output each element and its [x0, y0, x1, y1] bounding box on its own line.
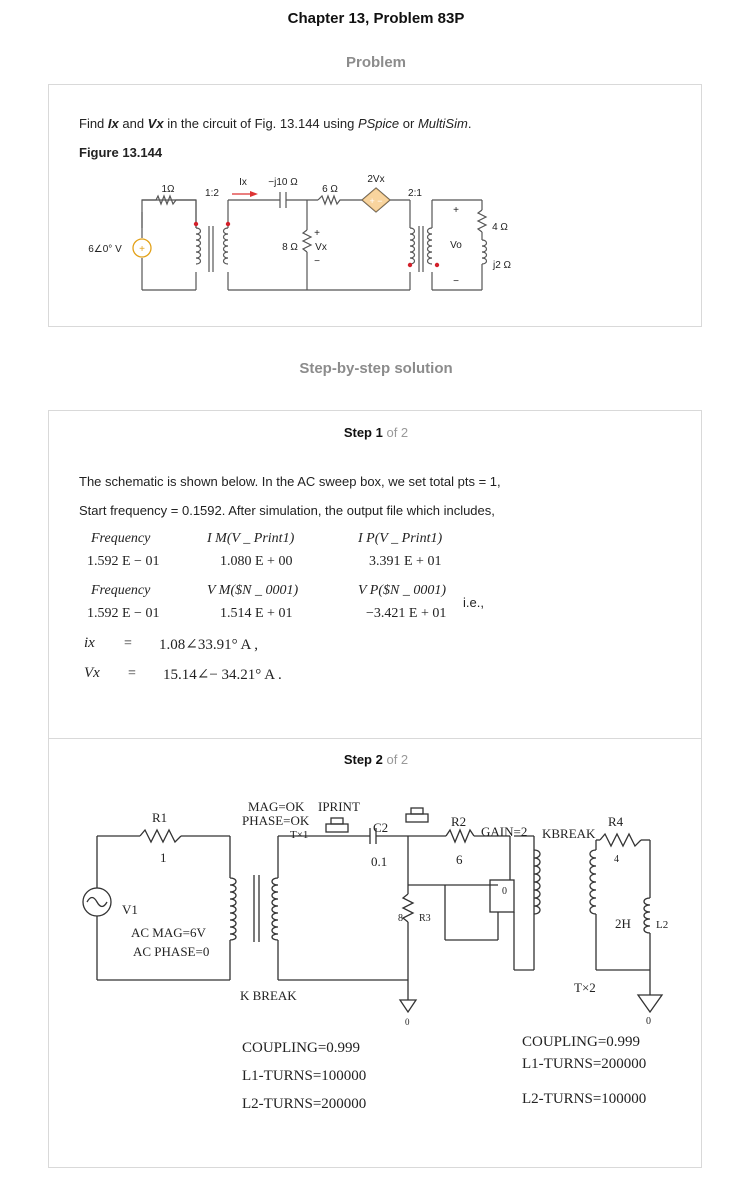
svg-text:L1-TURNS=100000: L1-TURNS=100000 — [242, 1068, 367, 1084]
fig-r1-label: 1Ω — [161, 184, 175, 195]
svg-text:−: − — [453, 276, 459, 287]
t2-h1: Frequency — [91, 583, 151, 598]
svg-text:2H: 2H — [615, 916, 631, 931]
step1-line1: The schematic is shown below. In the AC sweep box, we set total pts = 1, — [79, 474, 501, 489]
svg-text:+: + — [139, 244, 145, 255]
vx-result: 15.14∠− 34.21° A . — [163, 667, 282, 683]
problem-heading: Problem — [345, 54, 406, 71]
t1-h1: Frequency — [91, 531, 151, 546]
svg-text:4 Ω: 4 Ω — [492, 222, 508, 233]
svg-text:GAIN=2: GAIN=2 — [481, 824, 528, 839]
svg-text:AC MAG=6V: AC MAG=6V — [131, 925, 206, 940]
svg-text:2:1: 2:1 — [408, 188, 422, 199]
t2-v3: −3.421 E + 01 — [366, 606, 447, 621]
svg-text:AC PHASE=0: AC PHASE=0 — [133, 944, 210, 959]
svg-text:0: 0 — [405, 1017, 410, 1027]
svg-text:−: − — [314, 256, 320, 267]
ie-text: i.e., — [463, 595, 484, 610]
t1-v1: 1.592 E − 01 — [87, 554, 160, 569]
svg-text:MAG=OK: MAG=OK — [248, 799, 305, 814]
svg-text:Vo: Vo — [450, 240, 462, 251]
figure-label: Figure 13.144 — [79, 145, 163, 160]
vx-lhs: Vx — [84, 665, 100, 681]
t2-h3: V P($N _ 0001) — [358, 583, 447, 598]
svg-text:j2 Ω: j2 Ω — [492, 260, 512, 271]
svg-text:L1-TURNS=200000: L1-TURNS=200000 — [522, 1056, 647, 1072]
svg-text:L2: L2 — [656, 919, 669, 931]
step1-heading: Step 1 of 2 — [343, 425, 409, 440]
svg-text:0.1: 0.1 — [371, 854, 388, 869]
t2-v2: 1.514 E + 01 — [220, 606, 293, 621]
svg-text:+ −: + − — [369, 196, 383, 206]
svg-text:T×1: T×1 — [290, 829, 309, 841]
t1-h3: I P(V _ Print1) — [358, 531, 443, 546]
t1-h2: I M(V _ Print1) — [207, 531, 295, 546]
svg-text:C2: C2 — [373, 820, 389, 835]
svg-text:COUPLING=0.999: COUPLING=0.999 — [242, 1040, 361, 1056]
svg-text:V1: V1 — [122, 902, 138, 917]
vx-eq: = — [128, 666, 136, 681]
svg-text:L2-TURNS=200000: L2-TURNS=200000 — [242, 1096, 367, 1112]
svg-text:6 Ω: 6 Ω — [322, 184, 338, 195]
step-divider — [48, 738, 702, 739]
svg-text:+: + — [314, 228, 320, 239]
t1-v3: 3.391 E + 01 — [369, 554, 442, 569]
svg-text:4: 4 — [614, 854, 619, 865]
svg-text:−j10 Ω: −j10 Ω — [268, 177, 298, 188]
ix-eq: = — [124, 636, 132, 651]
svg-text:+: + — [453, 205, 459, 216]
svg-text:R2: R2 — [451, 814, 467, 829]
svg-text:8 Ω: 8 Ω — [282, 242, 298, 253]
step1-line2: Start frequency = 0.1592. After simulation, the output file which includes, — [79, 503, 495, 518]
step2-heading: Step 2 of 2 — [343, 752, 409, 767]
svg-text:COUPLING=0.999: COUPLING=0.999 — [522, 1034, 641, 1050]
svg-text:6∠0° V: 6∠0° V — [88, 244, 122, 255]
t1-v2: 1.080 E + 00 — [220, 554, 293, 569]
page-title: Chapter 13, Problem 83P — [287, 10, 465, 27]
svg-text:1: 1 — [160, 850, 167, 865]
svg-text:8: 8 — [398, 913, 403, 924]
svg-text:1:2: 1:2 — [205, 188, 219, 199]
svg-text:0: 0 — [646, 1016, 651, 1027]
t2-h2: V M($N _ 0001) — [207, 583, 299, 598]
svg-text:6: 6 — [456, 852, 463, 867]
svg-text:T×2: T×2 — [574, 980, 596, 995]
svg-text:KBREAK: KBREAK — [542, 826, 596, 841]
t2-v1: 1.592 E − 01 — [87, 606, 160, 621]
pspice-schematic — [0, 790, 752, 1120]
svg-text:IPRINT: IPRINT — [318, 799, 360, 814]
svg-text:R1: R1 — [152, 810, 168, 825]
svg-text:R4: R4 — [608, 814, 624, 829]
problem-question: Find Ix and Vx in the circuit of Fig. 13.144 using PSpice or MultiSim. — [79, 116, 472, 131]
solution-heading: Step-by-step solution — [299, 360, 453, 377]
svg-text:PHASE=OK: PHASE=OK — [242, 813, 310, 828]
ix-result: 1.08∠33.91° A , — [159, 637, 258, 653]
svg-text:Vx: Vx — [315, 242, 327, 253]
svg-text:2Vx: 2Vx — [367, 174, 385, 185]
svg-text:Ix: Ix — [239, 177, 247, 188]
svg-text:K BREAK: K BREAK — [240, 988, 297, 1003]
svg-text:L2-TURNS=100000: L2-TURNS=100000 — [522, 1091, 647, 1107]
figure-13-144-circuit — [0, 160, 752, 300]
svg-text:R3: R3 — [419, 913, 431, 924]
svg-text:0: 0 — [502, 886, 507, 897]
ix-lhs: ix — [84, 635, 95, 651]
